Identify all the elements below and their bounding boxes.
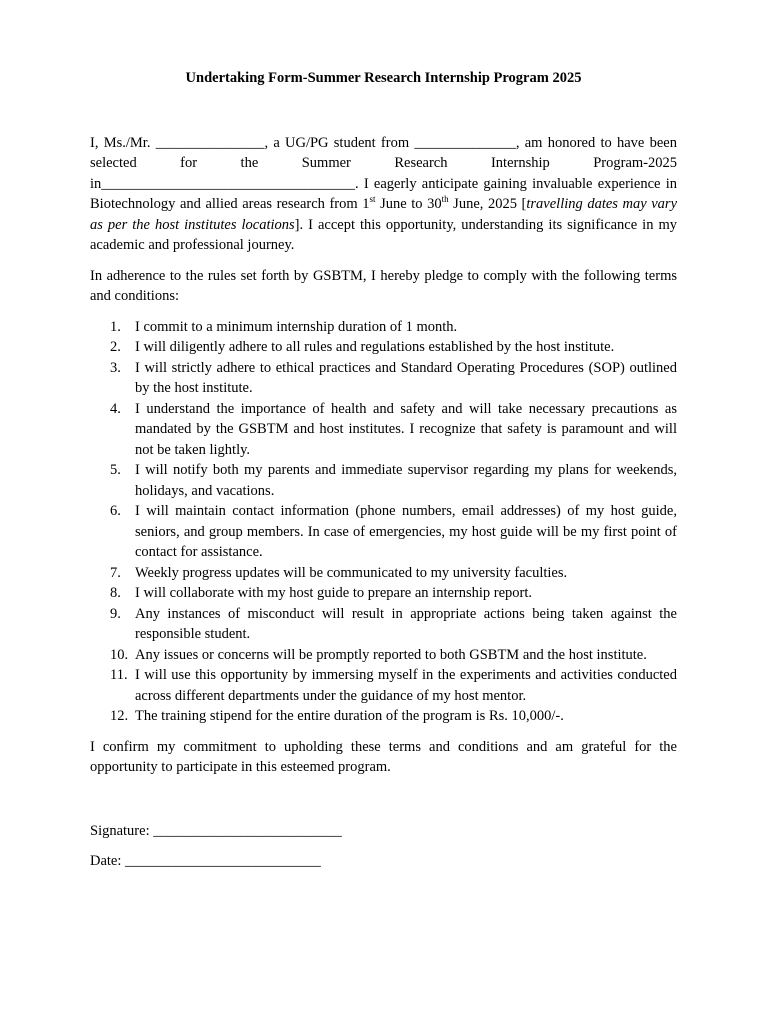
term-item [90, 358, 677, 399]
confirmation-paragraph: I confirm my commitment to upholding these terms and conditions and am grateful for the opportunity to participate in this esteemed program. [90, 738, 677, 775]
term-item [90, 563, 677, 584]
terms-list [90, 317, 677, 727]
term-number: 11. [110, 667, 128, 683]
pledge-intro: In adherence to the rules set forth by GSBTM, I hereby pledge to comply with the following terms and conditions: [90, 267, 677, 304]
term-text: Weekly progress updates will be communicated to my university faculties. [135, 564, 568, 581]
term-text: I will strictly adhere to ethical practices and Standard Operating Procedures (SOP) outlined by the host institute. [135, 359, 677, 396]
superscript-th: th [441, 194, 449, 205]
term-number: 1. [110, 318, 121, 335]
term-number: 12. [110, 708, 129, 724]
term-item [90, 460, 677, 501]
term-item [90, 706, 677, 727]
term-number: 5. [110, 462, 121, 478]
term-number: 7. [110, 564, 121, 581]
intro-text-part-3: June, 2025 [ [448, 196, 527, 212]
term-text: I understand the importance of health and safety and will take necessary precautions as mandated by the GSBTM and host institutes. I recognize that safety is paramount and will not be taken lightly. [135, 400, 677, 458]
term-text: Any instances of misconduct will result in appropriate actions being taken against the responsible student. [135, 605, 677, 642]
term-text: I will diligently adhere to all rules and regulations established by the host institute. [135, 339, 615, 355]
term-text: I will collaborate with my host guide to prepare an internship report. [135, 585, 533, 601]
term-number: 9. [110, 605, 121, 622]
intro-text-part-4: ]. I accept this opportunity, understanding its significance in my academic and professional journey. [90, 216, 677, 253]
term-text: I will use this opportunity by immersing myself in the experiments and activities conducted across different departments under the guidance of my host mentor. [135, 667, 677, 704]
term-item [90, 604, 677, 645]
term-item [90, 399, 677, 461]
term-number: 8. [110, 585, 121, 601]
term-number: 10. [110, 646, 129, 663]
term-item [90, 317, 677, 338]
term-text: I commit to a minimum internship duration of 1 month. [135, 318, 458, 335]
document-page [90, 68, 677, 872]
intro-paragraph [90, 133, 677, 256]
term-text: I will maintain contact information (phone numbers, email addresses) of my host guide, seniors, and group members. In case of emergencies, my host guide will be my first point of contact for assistance. [135, 503, 677, 560]
date-line: Date: ___________________________ [90, 853, 321, 869]
term-number: 2. [110, 339, 121, 355]
travel-dates-note: travelling dates may vary as per the host institutes locations [90, 196, 678, 233]
intro-text-part-1: I, Ms./Mr. _______________, a UG/PG student from ______________, am honored to have been selected for the Summer Research Internship Program-2025 in___________________________________. I eagerly anticipate gaining invaluable experience in Biotechnology and allied areas research from 1 [90, 134, 677, 212]
term-number: 4. [110, 400, 121, 417]
term-text: Any issues or concerns will be promptly reported to both GSBTM and the host institute. [135, 646, 647, 663]
term-number: 6. [110, 503, 121, 519]
superscript-st: st [369, 194, 376, 205]
term-item [90, 583, 677, 604]
term-text: I will notify both my parents and immediate supervisor regarding my plans for weekends, holidays, and vacations. [135, 462, 677, 499]
signature-line: Signature: __________________________ [90, 822, 342, 839]
term-item [90, 337, 677, 358]
term-item [90, 665, 677, 706]
term-number: 3. [110, 359, 121, 376]
term-text: The training stipend for the entire duration of the program is Rs. 10,000/-. [135, 708, 564, 724]
term-item [90, 501, 677, 563]
document-title: Undertaking Form-Summer Research Internship Program 2025 [185, 70, 582, 86]
intro-text-part-2: June to 30 [375, 196, 442, 212]
term-item [90, 645, 677, 666]
